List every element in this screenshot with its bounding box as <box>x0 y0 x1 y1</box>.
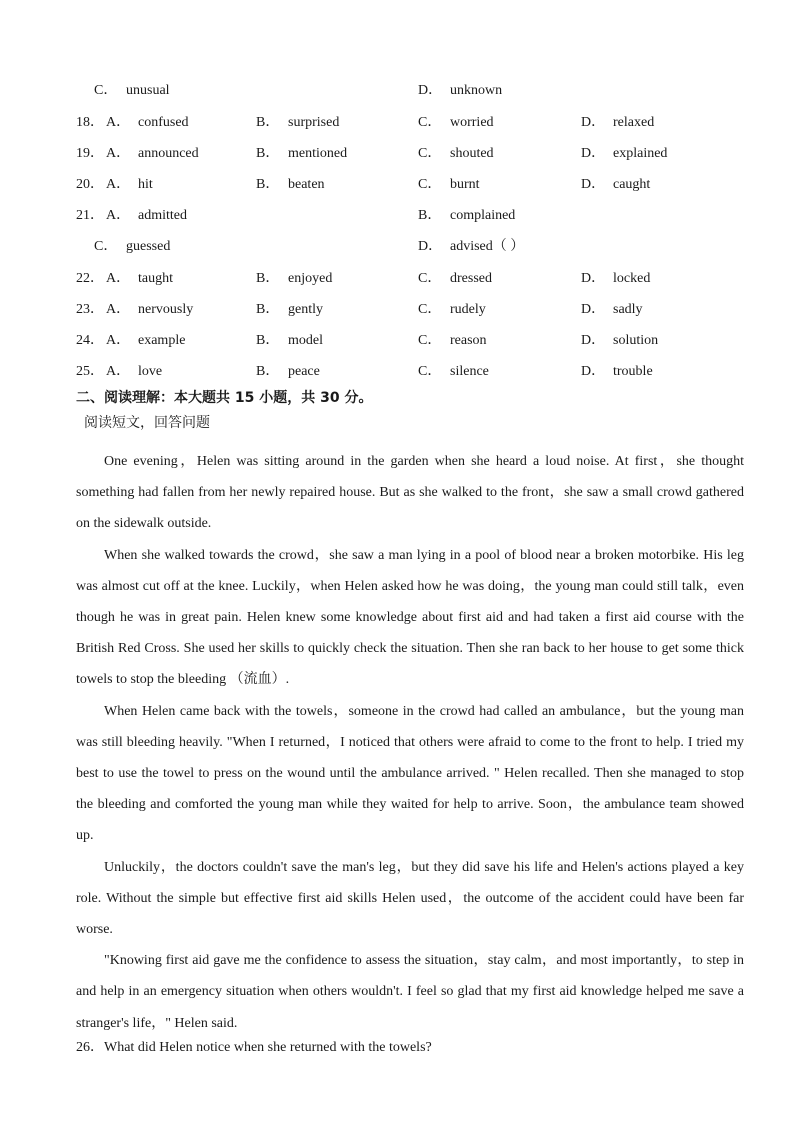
question-number: 18． <box>76 115 104 130</box>
question-26 <box>76 1038 432 1058</box>
q25-option-c <box>418 362 489 382</box>
passage-paragraph-4: Unluckily，the doctors couldn't save the man's leg，but they did save his life and Helen's actions played a key role. Without the simple but effective first aid skills Helen used，the outcome of the accident could have been far worse. <box>76 859 744 938</box>
option-letter: A． <box>106 364 131 379</box>
q23-option-d <box>581 300 643 320</box>
option-letter: C． <box>418 271 442 286</box>
question-number: 26． <box>76 1040 104 1055</box>
q24-option-b <box>256 331 323 351</box>
option-letter: B． <box>256 115 280 130</box>
q23-option-b <box>256 300 323 320</box>
question-number: 25． <box>76 364 104 379</box>
option-text: complained <box>450 208 516 223</box>
option-letter: B． <box>256 333 280 348</box>
option-letter: D． <box>581 146 606 161</box>
option-text: unknown <box>450 83 503 98</box>
option-letter: C． <box>418 364 442 379</box>
q18-option-d <box>581 113 654 133</box>
q22-option-c <box>418 269 492 289</box>
option-text: explained <box>613 146 668 161</box>
passage-paragraph-2: When she walked towards the crowd，she saw a man lying in a pool of blood near a broken motorbike. His leg was almost cut off at the knee. Luckily，when Helen asked how he was doing，the young man could still talk，even though he was in great pain. Helen knew some knowledge about first aid and had taken a first aid course with the British Red Cross. She used her skills to quickly check the situation. Then she ran back to her house to get some thick towels to stop the bleeding （流血）. <box>76 547 744 688</box>
q19-option-c <box>418 144 494 164</box>
option-letter: D． <box>581 364 606 379</box>
option-text: relaxed <box>613 115 655 130</box>
option-letter: D． <box>418 239 443 254</box>
option-letter: A． <box>106 115 131 130</box>
question-number: 19． <box>76 146 104 161</box>
option-letter: A． <box>106 177 131 192</box>
option-text: silence <box>450 364 489 379</box>
q23-option-c <box>418 300 486 320</box>
q22-option-d <box>581 269 650 289</box>
question-number: 21． <box>76 208 104 223</box>
option-text: reason <box>450 333 487 348</box>
option-letter: D． <box>581 271 606 286</box>
option-letter: D． <box>418 83 443 98</box>
option-letter: B． <box>256 146 280 161</box>
q18-option-b <box>256 113 339 133</box>
option-letter: D． <box>581 115 606 130</box>
option-text: locked <box>613 271 651 286</box>
option-text: example <box>138 333 186 348</box>
option-text: beaten <box>288 177 325 192</box>
option-letter: C． <box>418 146 442 161</box>
q20-option-d <box>581 175 650 195</box>
passage-paragraph-1: One evening，Helen was sitting around in the garden when she heard a loud noise. At first，she thought something had fallen from her newly repaired house. But as she walked to the front，she saw a small crowd gathered on the sidewalk outside. <box>76 454 744 532</box>
question-text: What did Helen notice when she returned with the towels? <box>104 1040 432 1055</box>
option-text: guessed <box>126 239 171 254</box>
option-text: burnt <box>450 177 480 192</box>
q21-option-d <box>418 237 524 257</box>
option-letter: A． <box>106 333 131 348</box>
option-letter: C． <box>94 239 118 254</box>
q18-option-c <box>418 113 494 133</box>
option-letter: C． <box>418 177 442 192</box>
q24-option-d <box>581 331 658 351</box>
passage-paragraph-3: When Helen came back with the towels，someone in the crowd had called an ambulance，but the young man was still bleeding heavily. "When I returned，I noticed that others were afraid to come to the front to help. I tried my best to use the towel to press on the wound until the ambulance arrived. " Helen recalled. Then she managed to stop the bleeding and comforted the young man while they waited for help to arrive. Soon，the ambulance team showed up. <box>76 703 744 844</box>
question-number: 23． <box>76 302 104 317</box>
q24-options-row <box>0 331 794 351</box>
option-letter: C． <box>418 333 442 348</box>
option-text: taught <box>138 271 173 286</box>
q17-option-d <box>418 81 502 101</box>
q22-option-b <box>256 269 332 289</box>
option-letter: B． <box>256 271 280 286</box>
q22-options-row <box>0 269 794 289</box>
option-letter: B． <box>256 302 280 317</box>
q17-options-row <box>0 81 794 101</box>
question-number: 24． <box>76 333 104 348</box>
question-number: 20． <box>76 177 104 192</box>
passage-paragraph-5: "Knowing first aid gave me the confidence to assess the situation，stay calm，and most importantly，to step in and help in an emergency situation when others wouldn't. I feel so glad that my first aid knowledge helped me save a stranger's life，" Helen said. <box>76 953 744 1031</box>
option-text: advised（ ） <box>450 239 525 254</box>
q23-option-a <box>106 300 193 320</box>
option-text: worried <box>450 115 494 130</box>
q20-option-b <box>256 175 325 195</box>
reading-passage <box>76 446 744 1039</box>
q21-options-row-1 <box>0 206 794 226</box>
option-letter: A． <box>106 146 131 161</box>
option-text: dressed <box>450 271 492 286</box>
option-text: model <box>288 333 323 348</box>
section-title: 二、阅读理解：本大题共 15 小题，共 30 分。 <box>76 390 373 406</box>
q20-option-c <box>418 175 480 195</box>
option-text: peace <box>288 364 320 379</box>
q24-option-c <box>418 331 487 351</box>
q18-option-a <box>106 113 189 133</box>
option-letter: C． <box>418 302 442 317</box>
q18-options-row <box>0 113 794 133</box>
option-text: enjoyed <box>288 271 333 286</box>
q23-options-row <box>0 300 794 320</box>
q25-options-row <box>0 362 794 382</box>
option-text: hit <box>138 177 153 192</box>
q21-options-row-2 <box>0 237 794 257</box>
option-letter: A． <box>106 271 131 286</box>
option-text: mentioned <box>288 146 348 161</box>
option-text: surprised <box>288 115 340 130</box>
option-text: shouted <box>450 146 494 161</box>
question-number: 22． <box>76 271 104 286</box>
q21-option-b <box>418 206 515 226</box>
option-letter: B． <box>256 177 280 192</box>
section-instruction: 阅读短文，回答问题 <box>84 415 210 431</box>
option-text: sadly <box>613 302 643 317</box>
q19-option-a <box>106 144 199 164</box>
q19-option-d <box>581 144 667 164</box>
option-text: trouble <box>613 364 653 379</box>
option-text: announced <box>138 146 199 161</box>
q21-option-a <box>106 206 187 226</box>
option-letter: B． <box>418 208 442 223</box>
option-letter: D． <box>581 177 606 192</box>
q20-options-row <box>0 175 794 195</box>
q20-option-a <box>106 175 153 195</box>
option-letter: A． <box>106 208 131 223</box>
option-letter: B． <box>256 364 280 379</box>
q19-option-b <box>256 144 347 164</box>
q25-option-d <box>581 362 653 382</box>
option-text: caught <box>613 177 651 192</box>
option-letter: D． <box>581 302 606 317</box>
option-text: rudely <box>450 302 486 317</box>
option-text: nervously <box>138 302 194 317</box>
option-text: gently <box>288 302 323 317</box>
option-text: unusual <box>126 83 170 98</box>
q19-options-row <box>0 144 794 164</box>
q24-option-a <box>106 331 185 351</box>
option-letter: A． <box>106 302 131 317</box>
option-letter: C． <box>94 83 118 98</box>
option-letter: C． <box>418 115 442 130</box>
q22-option-a <box>106 269 173 289</box>
option-text: love <box>138 364 163 379</box>
option-text: admitted <box>138 208 187 223</box>
option-text: solution <box>613 333 659 348</box>
option-text: confused <box>138 115 189 130</box>
q21-option-c <box>94 237 170 257</box>
q17-option-c <box>94 81 170 101</box>
option-letter: D． <box>581 333 606 348</box>
q25-option-b <box>256 362 320 382</box>
q25-option-a <box>106 362 162 382</box>
